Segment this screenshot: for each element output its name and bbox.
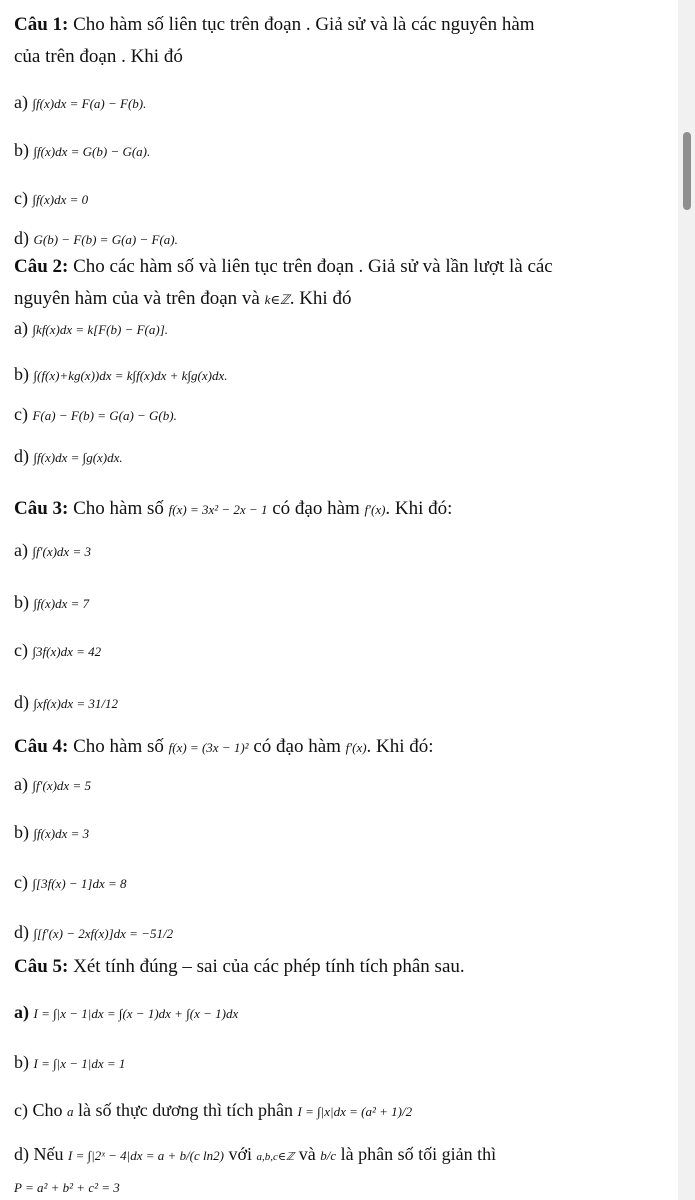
q1-option-a[interactable]: a) ∫f(x)dx = F(a) − F(b). (14, 92, 147, 112)
q3-option-b[interactable]: b) ∫f(x)dx = 7 (14, 592, 90, 612)
q1-option-d[interactable]: d) G(b) − F(b) = G(a) − F(a). (14, 228, 178, 248)
q3-option-c[interactable]: c) ∫3f(x)dx = 42 (14, 640, 102, 660)
q4-option-c[interactable]: c) ∫[3f(x) − 1]dx = 8 (14, 872, 127, 892)
q4-option-d[interactable]: d) ∫[f′(x) − 2xf(x)]dx = −51/2 (14, 922, 174, 942)
q5-option-c[interactable]: c) Cho a là số thực dương thì tích phân I = ∫|x|dx = (a² + 1)/2 (14, 1100, 413, 1120)
q2-option-a[interactable]: a) ∫kf(x)dx = k[F(b) − F(a)]. (14, 318, 169, 338)
q3-option-a[interactable]: a) ∫f′(x)dx = 3 (14, 540, 91, 560)
q5-option-d[interactable]: d) Nếu I = ∫|2ˣ − 4|dx = a + b/(c ln2) với a,b,c∈ℤ và b/c là phân số tối giản thì (14, 1144, 497, 1164)
q4-option-b[interactable]: b) ∫f(x)dx = 3 (14, 822, 90, 842)
q5-option-a[interactable]: a) I = ∫|x − 1|dx = ∫(x − 1)dx + ∫(x − 1)dx (14, 1002, 239, 1022)
q5-line1: Câu 5: Xét tính đúng – sai của các phép tính tích phân sau. (14, 956, 465, 977)
q2-line1: Câu 2: Cho các hàm số và liên tục trên đoạn . Giả sử và lần lượt là các (14, 256, 553, 277)
scrollbar[interactable] (678, 0, 695, 1200)
scrollbar-thumb[interactable] (683, 132, 691, 210)
q4-option-a[interactable]: a) ∫f′(x)dx = 5 (14, 774, 91, 794)
q2-line2: nguyên hàm của và trên đoạn và k∈ℤ. Khi đó (14, 288, 352, 309)
q2-option-d[interactable]: d) ∫f(x)dx = ∫g(x)dx. (14, 446, 123, 466)
q4-line1: Câu 4: Cho hàm số f(x) = (3x − 1)² có đạo hàm f′(x). Khi đó: (14, 736, 434, 757)
q5-last-line: P = a² + b² + c² = 3 (14, 1180, 120, 1195)
q2-option-b[interactable]: b) ∫(f(x)+kg(x))dx = k∫f(x)dx + k∫g(x)dx. (14, 364, 228, 384)
q1-line2: của trên đoạn . Khi đó (14, 46, 183, 67)
q2-option-c[interactable]: c) F(a) − F(b) = G(a) − G(b). (14, 404, 177, 424)
q1-option-c[interactable]: c) ∫f(x)dx = 0 (14, 188, 89, 208)
q5-option-b[interactable]: b) I = ∫|x − 1|dx = 1 (14, 1052, 126, 1072)
q3-line1: Câu 3: Cho hàm số f(x) = 3x² − 2x − 1 có đạo hàm f′(x). Khi đó: (14, 498, 453, 519)
q3-option-d[interactable]: d) ∫xf(x)dx = 31/12 (14, 692, 119, 712)
q1-option-b[interactable]: b) ∫f(x)dx = G(b) − G(a). (14, 140, 151, 160)
q1-line1: Câu 1: Cho hàm số liên tục trên đoạn . Giả sử và là các nguyên hàm (14, 14, 535, 35)
